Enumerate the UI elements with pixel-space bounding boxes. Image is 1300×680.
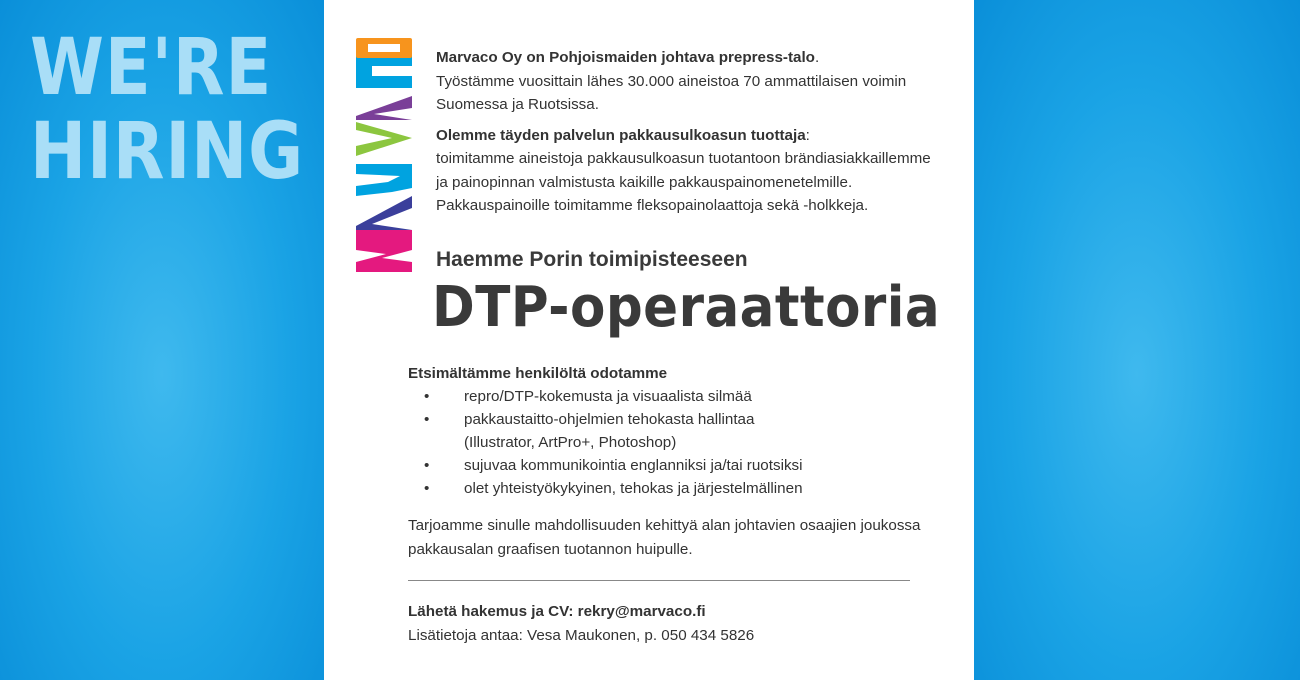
hiring-line-2: HIRING [30,107,305,197]
logo-letter-r [356,164,412,196]
divider [408,580,910,581]
requirement-item: • sujuvaa kommunikointia englanniksi ja/tai ruotsiksi [408,454,928,477]
job-ad-panel [324,0,974,680]
intro-p1-line2: Työstämme vuosittain lähes 30.000 aineistoa 70 ammattilaisen voimin [436,72,907,90]
hiring-line-1: WE'RE [30,23,273,113]
intro-paragraph-1 [436,46,956,117]
logo-letter-o [356,38,412,58]
requirements-list [408,385,928,500]
logo-letter-a2 [356,96,412,120]
offer-line-2: pakkausalan graafisen tuotannon huipulle. [408,540,693,558]
job-subhead: Haemme Porin toimipisteeseen [436,248,748,271]
intro-p2-line2: toimitamme aineistoja pakkausulkoasun tuotantoon brändiasiakkaillemme [436,150,931,167]
requirements-section [408,362,928,500]
job-title: DTP-operaattoria [432,275,941,340]
intro-p2-line4: Pakkauspainoille toimitamme fleksopainolaattoja sekä -holkkeja. [436,197,869,214]
intro-p1-line3: Suomessa ja Ruotsissa. [436,96,599,113]
requirement-item-text: pakkaustaitto-ohjelmien tehokasta hallintaa [464,411,755,428]
logo-letter-v [356,122,412,156]
requirement-item: • olet yhteistyökykyinen, tehokas ja järjestelmällinen [408,477,928,500]
logo-letter-m [356,230,412,272]
intro-p1-bold: Marvaco Oy on Pohjoismaiden johtava prepress-talo [436,49,815,66]
contact-section [408,600,754,648]
marvaco-logo [352,36,418,272]
hiring-headline [30,23,305,197]
requirement-item-subtext: (Illustrator, ArtPro+, Photoshop) [464,434,677,451]
logo-letter-c [356,56,412,88]
left-blue-panel [0,0,324,680]
logo-letter-a [356,196,412,230]
right-blue-panel [974,0,1300,680]
intro-p1-bold-end: . [814,49,820,66]
intro-paragraph-2 [436,124,956,218]
requirement-item: • repro/DTP-kokemusta ja visuaalista silmää [408,385,928,408]
offer-line-1: Tarjoamme sinulle mahdollisuuden kehittyä alan johtavien osaajien joukossa [408,517,921,534]
intro-p2-bold-end: : [805,126,810,144]
offer-text [408,514,948,561]
requirement-item [408,408,928,454]
requirements-heading: Etsimältämme henkilöltä odotamme [408,365,668,382]
apply-line: Lähetä hakemus ja CV: rekry@marvaco.fi [408,603,706,620]
intro-p2-line3: ja painopinnan valmistusta kaikille pakkauspainomenetelmille. [436,173,853,191]
info-line: Lisätietoja antaa: Vesa Maukonen, p. 050 434 5826 [408,627,755,644]
intro-p2-bold: Olemme täyden palvelun pakkausulkoasun tuottaja [436,126,806,144]
company-intro [436,46,956,225]
